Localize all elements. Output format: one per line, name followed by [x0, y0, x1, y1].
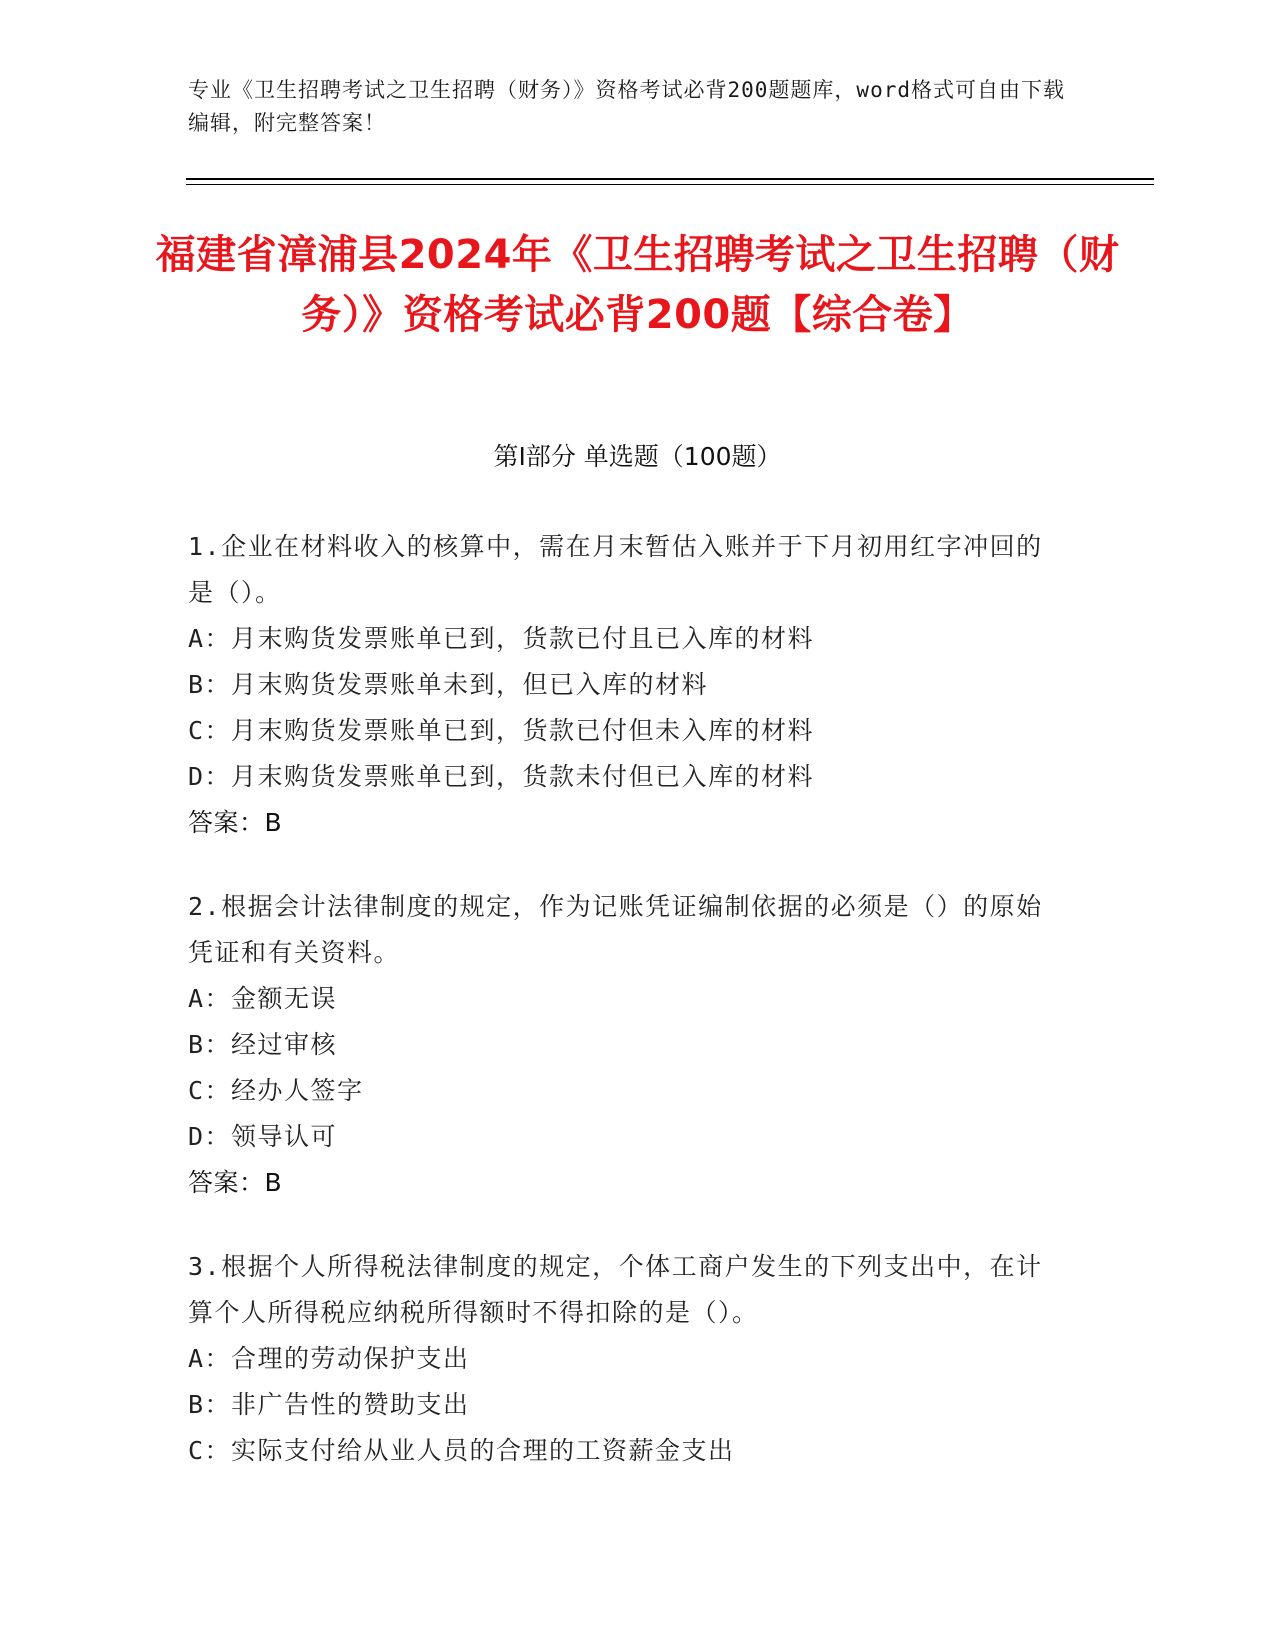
answer-line: 答案：B: [188, 808, 283, 837]
option-c: C：经办人签字: [188, 1076, 364, 1105]
question-stem: 1.企业在材料收入的核算中，需在月末暂估入账并于下月初用红字冲回的是（）。: [188, 532, 1043, 607]
option-a: A：合理的劳动保护支出: [188, 1344, 470, 1373]
question-2: [188, 884, 1068, 1206]
option-b: B：非广告性的赞助支出: [188, 1390, 470, 1419]
section-heading: 第Ⅰ部分 单选题（100题）: [493, 442, 782, 471]
option-c: C：月末购货发票账单已到，货款已付但未入库的材料: [188, 716, 815, 745]
header-note: 专业《卫生招聘考试之卫生招聘（财务）》资格考试必背200题题库，word格式可自由下载编辑，附完整答案！: [188, 78, 1065, 135]
option-a: A：金额无误: [188, 984, 338, 1013]
option-a: A：月末购货发票账单已到，货款已付且已入库的材料: [188, 624, 815, 653]
answer-line: 答案：B: [188, 1168, 283, 1197]
question-stem: 2.根据会计法律制度的规定，作为记账凭证编制依据的必须是（）的原始凭证和有关资料。: [188, 892, 1043, 967]
header-rule-thin: [186, 184, 1154, 185]
question-1: [188, 524, 1068, 846]
option-d: D：领导认可: [188, 1122, 338, 1151]
option-b: B：经过审核: [188, 1030, 338, 1059]
option-b: B：月末购货发票账单未到，但已入库的材料: [188, 670, 709, 699]
header-rule-thick: [186, 178, 1154, 180]
question-stem: 3.根据个人所得税法律制度的规定，个体工商户发生的下列支出中，在计算个人所得税应纳税所得额时不得扣除的是（）。: [188, 1252, 1043, 1327]
option-d: D：月末购货发票账单已到，货款未付但已入库的材料: [188, 762, 815, 791]
option-c: C：实际支付给从业人员的合理的工资薪金支出: [188, 1436, 735, 1465]
document-title: 福建省漳浦县2024年《卫生招聘考试之卫生招聘（财务）》资格考试必背200题【综合卷】: [155, 232, 1120, 338]
question-3: [188, 1244, 1068, 1474]
